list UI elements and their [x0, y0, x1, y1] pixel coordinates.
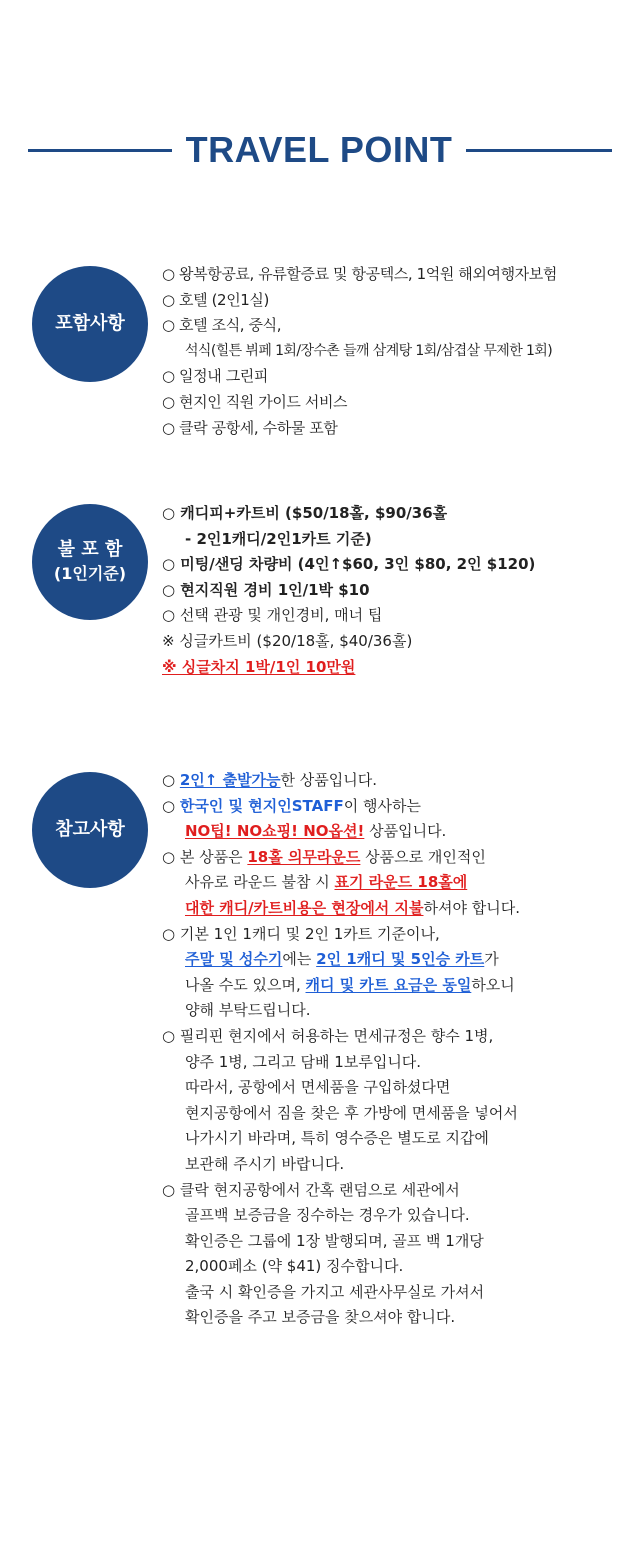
notes-badge: [32, 772, 148, 888]
text: 한 상품입니다.: [280, 771, 378, 789]
list-item: 나가시기 바라며, 특히 영수증은 별도로 지갑에: [185, 1129, 489, 1148]
text: 에는: [282, 950, 317, 969]
text: 사유로 라운드 불참 시: [185, 873, 335, 892]
list-item: ○ 기본 1인 1캐디 및 2인 1카트 기준이나,: [162, 924, 440, 943]
list-item: [162, 794, 520, 820]
list-item: ○ 선택 관광 및 개인경비, 매너 팁: [162, 606, 383, 625]
bullet: ○: [162, 796, 180, 815]
highlight-text: 한국인 및 현지인STAFF: [179, 796, 344, 815]
list-item: ○ 왕복항공료, 유류할증료 및 항공텍스, 1억원 해외여행자보험: [162, 265, 557, 283]
list-item: 2,000페소 (약 $41) 징수합니다.: [185, 1257, 404, 1276]
page-title: TRAVEL POINT: [185, 129, 453, 170]
list-item: 확인증은 그룹에 1장 발행되며, 골프 백 1개당: [185, 1231, 484, 1250]
list-item: [162, 870, 520, 896]
excluded-label: 불 포 함: [57, 539, 123, 560]
excluded-badge: [32, 504, 148, 620]
list-item: [162, 896, 520, 922]
highlight-text: 표기 라운드 18홀에: [334, 873, 468, 892]
excluded-list: [162, 501, 535, 680]
list-item: ○ 클락 현지공항에서 간혹 랜덤으로 세관에서: [162, 1180, 460, 1199]
list-item: ○ 캐디피+카트비 ($50/18홀, $90/36홀: [162, 504, 448, 522]
list-item: 따라서, 공항에서 면세품을 구입하셨다면: [185, 1078, 451, 1097]
list-item: - 2인1캐디/2인1카트 기준): [185, 529, 372, 548]
text: 이 행사하는: [343, 796, 421, 815]
list-item: [162, 973, 520, 999]
list-item: ※ 싱글카트비 ($20/18홀, $40/36홀): [162, 631, 413, 650]
list-item: ○ 미팅/샌딩 차량비 (4인↑$60, 3인 $80, 2인 $120): [162, 555, 536, 574]
list-item: ○ 일정내 그린피: [162, 367, 268, 386]
bullet: ○: [162, 771, 180, 789]
list-item: [162, 947, 520, 973]
text: 하셔야 합니다.: [423, 898, 520, 917]
text: 가: [484, 950, 499, 969]
text: 본 상품은: [179, 847, 248, 866]
list-item: ○ 필리핀 현지에서 허용하는 면세규정은 향수 1병,: [162, 1026, 494, 1045]
highlight-text: 주말 및 성수기: [185, 950, 283, 969]
list-item: 보관해 주시기 바랍니다.: [185, 1154, 345, 1173]
list-item: 현지공항에서 짐을 찾은 후 가방에 면세품을 넣어서: [185, 1103, 518, 1122]
text: 상품으로 개인적인: [360, 847, 486, 866]
list-item: 확인증을 주고 보증금을 찾으셔야 합니다.: [185, 1308, 456, 1327]
list-item: ○ 호텔 (2인1실): [162, 290, 269, 309]
included-label: 포함사항: [55, 313, 125, 334]
list-item: ○ 현지직원 경비 1인/1박 $10: [162, 580, 370, 599]
list-item: 양해 부탁드립니다.: [185, 1001, 311, 1020]
highlight-text: 18홀 의무라운드: [247, 847, 361, 866]
list-item: ○ 현지인 직원 가이드 서비스: [162, 392, 348, 411]
excluded-sublabel: (1인기준): [53, 564, 127, 583]
list-item: [162, 768, 520, 794]
list-item: 출국 시 확인증을 가지고 세관사무실로 가셔서: [185, 1282, 485, 1301]
notes-list: [162, 768, 520, 1331]
section-header: [0, 128, 640, 172]
bullet: ○: [162, 847, 180, 866]
highlight-text: 대한 캐디/카트비용은 현장에서 지불: [185, 898, 424, 917]
list-item: 양주 1병, 그리고 담배 1보루입니다.: [185, 1052, 422, 1071]
highlight-text: 2인↑ 출발가능: [179, 771, 281, 789]
single-charge-note: ※ 싱글차지 1박/1인 10만원: [162, 657, 356, 676]
list-item: ○ 클락 공항세, 수하물 포함: [162, 418, 338, 437]
highlight-text: NO팁! NO쇼핑! NO옵션!: [185, 822, 365, 841]
list-item: 석식(힐튼 뷔페 1회/장수촌 들깨 삼계탕 1회/삼겹살 무제한 1회): [185, 342, 553, 359]
text: 상품입니다.: [364, 822, 447, 841]
list-item: ○ 호텔 조식, 중식,: [162, 316, 282, 335]
list-item: [162, 819, 520, 845]
title-divider-left: [28, 149, 172, 152]
included-list: [162, 262, 557, 441]
title-divider-right: [466, 149, 612, 152]
list-item: 골프백 보증금을 징수하는 경우가 있습니다.: [185, 1206, 470, 1225]
highlight-text: 캐디 및 카트 요금은 동일: [305, 975, 472, 994]
notes-label: 참고사항: [55, 819, 125, 840]
list-item: [162, 845, 520, 871]
highlight-text: 2인 1캐디 및 5인승 카트: [316, 950, 485, 969]
text: 하오니: [471, 975, 515, 994]
included-badge: [32, 266, 148, 382]
text: 나올 수도 있으며,: [185, 975, 306, 994]
